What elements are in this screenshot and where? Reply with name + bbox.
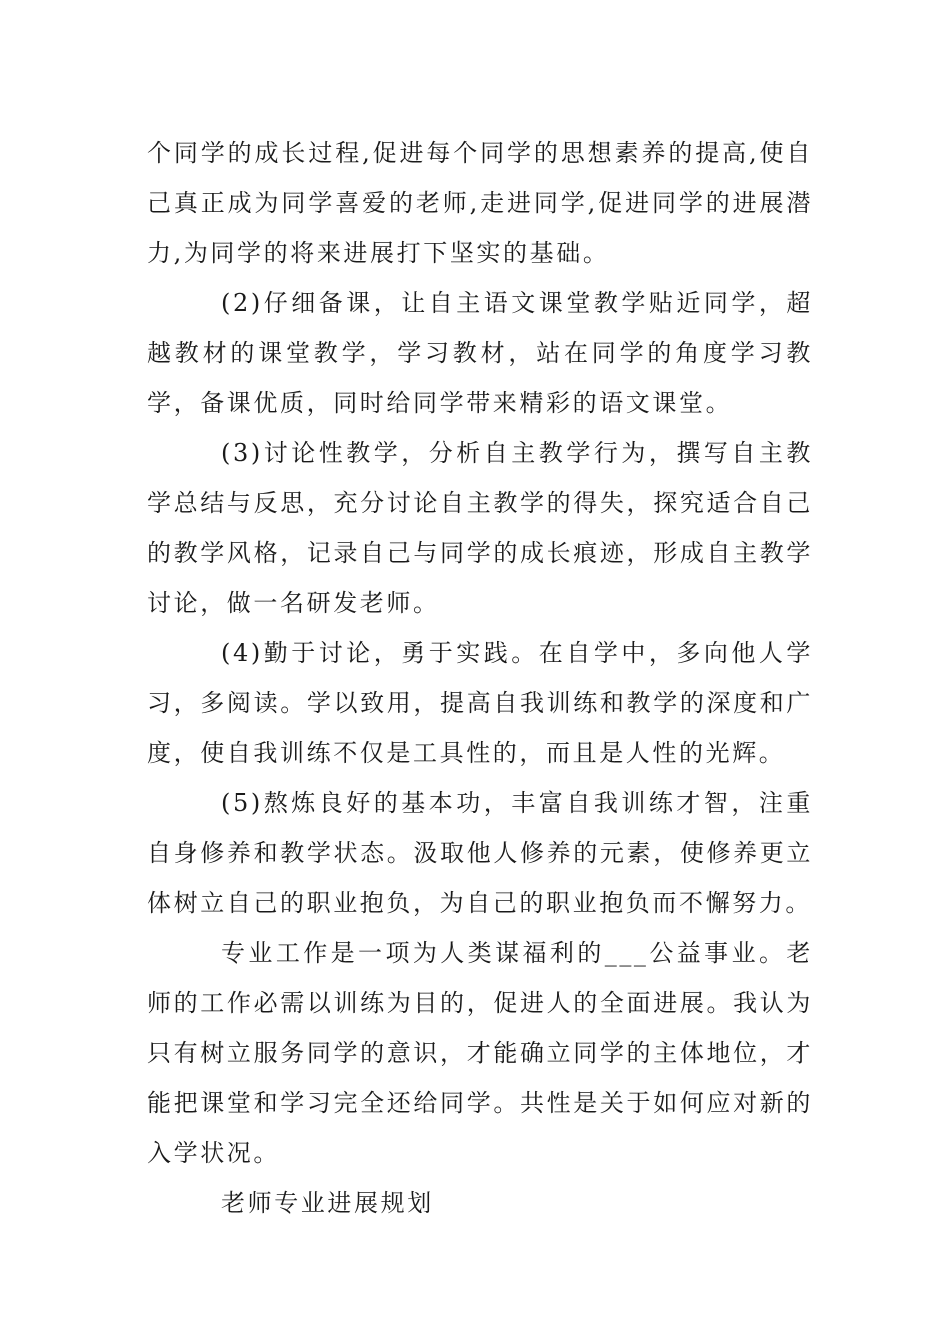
paragraph-item-5: (5)熬炼良好的基本功，丰富自我训练才智，注重自身修养和教学状态。汲取他人修养的元素，使修养更立体树立自己的职业抱负，为自己的职业抱负而不懈努力。 <box>147 789 813 917</box>
section-heading: 老师专业进展规划 <box>221 1189 434 1217</box>
paragraph-item-2: (2)仔细备课，让自主语文课堂教学贴近同学，超越教材的课堂教学，学习教材，站在同学的角度学习教学，备课优质，同时给同学带来精彩的语文课堂。 <box>147 289 813 417</box>
paragraph-item-3: (3)讨论性教学，分析自主教学行为，撰写自主教学总结与反思，充分讨论自主教学的得失，探究适合自己的教学风格，记录自己与同学的成长痕迹，形成自主教学讨论，做一名研发老师。 <box>147 439 813 617</box>
paragraph-continuation: 个同学的成长过程,促进每个同学的思想素养的提高,使自己真正成为同学喜爱的老师,走进同学,促进同学的进展潜力,为同学的将来进展打下坚实的基础。 <box>147 139 813 267</box>
paragraph-conclusion: 专业工作是一项为人类谋福利的___公益事业。老师的工作必需以训练为目的，促进人的全面进展。我认为只有树立服务同学的意识，才能确立同学的主体地位，才能把课堂和学习完全还给同学。共性是关于如何应对新的入学状况。 <box>147 939 813 1167</box>
paragraph-item-4: (4)勤于讨论，勇于实践。在自学中，多向他人学习，多阅读。学以致用，提高自我训练和教学的深度和广度，使自我训练不仅是工具性的，而且是人性的光辉。 <box>147 639 813 767</box>
document-body <box>147 128 813 1228</box>
